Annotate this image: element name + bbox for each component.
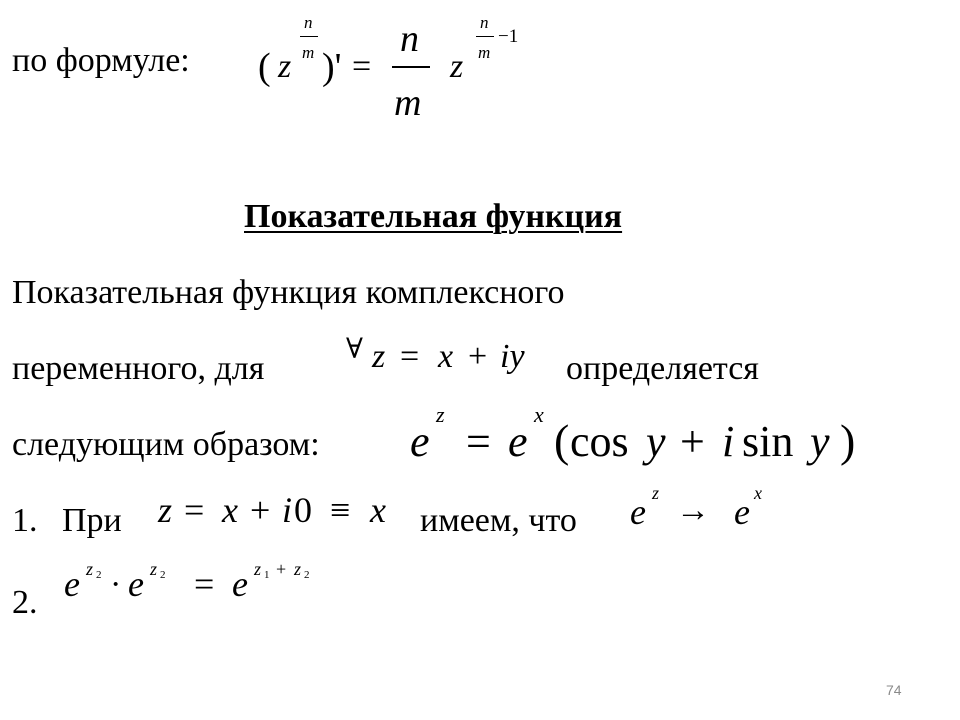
prod-exp-z-3: z <box>254 559 262 579</box>
euler-e-right: e <box>508 417 528 466</box>
prod-equals: = <box>194 564 215 604</box>
result-exp-x: x <box>754 483 762 503</box>
prod-exp-sub-2: 2 <box>160 569 166 581</box>
prod-exp-sub-3: 1 <box>264 569 270 581</box>
euler-exp-z: z <box>436 402 445 427</box>
paragraph-line-1: Показательная функция комплексного <box>12 274 565 311</box>
rhs-exp-minus-one: −1 <box>498 26 519 47</box>
prod-exp-sub-1: 2 <box>96 569 102 581</box>
prod-e-2: e <box>128 564 144 604</box>
forall-z: z <box>372 338 386 375</box>
result-arrow: → <box>676 492 710 529</box>
lhs-exp-den: m <box>302 43 315 62</box>
coef-denominator: m <box>394 82 422 124</box>
prod-exp-sub-4: 2 <box>304 569 310 581</box>
section-heading: Показательная функция <box>244 198 623 235</box>
lhs-base: z <box>278 48 292 85</box>
lhs-open-paren: ( <box>258 46 271 88</box>
prod-dot: · <box>110 566 122 603</box>
prod-exp-z-2: z <box>150 559 158 579</box>
paragraph-line-3-start: следующим образом: <box>12 426 320 463</box>
euler-y-1: y <box>646 417 666 466</box>
lhs-close-prime: )' <box>322 46 342 88</box>
euler-exp-x: x <box>534 402 544 427</box>
euler-cos: cos <box>570 417 629 466</box>
rhs-exp-den: m <box>478 43 491 62</box>
lhs-exp-bar <box>300 36 318 37</box>
cond-zero: 0 <box>294 490 312 530</box>
rhs-exp-num: n <box>480 13 489 32</box>
forall-equals: = <box>400 338 420 375</box>
result-e-right: e <box>734 492 750 532</box>
euler-i: i <box>722 417 735 466</box>
item-1-mid-text: имеем, что <box>420 502 577 539</box>
forall-symbol: ∀ <box>346 334 363 365</box>
rhs-base: z <box>450 48 464 85</box>
formula-intro-label: по формуле: <box>12 42 190 79</box>
forall-plus: + <box>468 338 488 375</box>
cond-i: i <box>282 490 293 530</box>
euler-plus: + <box>680 417 705 466</box>
cond-plus: + <box>250 490 271 530</box>
prod-exp-z-4: z <box>294 559 302 579</box>
paragraph-line-2-end: определяется <box>566 350 759 387</box>
euler-y-2: y <box>810 417 830 466</box>
cond-z: z <box>158 490 173 530</box>
prod-e-1: e <box>64 564 80 604</box>
forall-x: x <box>438 338 454 375</box>
euler-close-paren: ) <box>840 415 856 466</box>
prod-exp-plus: + <box>276 559 287 579</box>
euler-equals: = <box>466 417 491 466</box>
euler-open-paren: ( <box>554 415 570 466</box>
cond-equals: = <box>184 490 205 530</box>
prod-e-3: e <box>232 564 248 604</box>
rhs-exp-bar <box>476 36 494 37</box>
result-exp-z: z <box>652 483 660 503</box>
cond-x: x <box>222 490 238 530</box>
item-1-number: 1. <box>12 502 38 539</box>
euler-sin: sin <box>742 417 794 466</box>
item-2-number: 2. <box>12 584 38 621</box>
page-number: 74 <box>886 682 902 698</box>
cond-x-2: x <box>370 490 386 530</box>
paragraph-line-2-start: переменного, для <box>12 350 265 387</box>
result-e-left: e <box>630 492 646 532</box>
forall-iy: iy <box>500 338 525 375</box>
prod-exp-z-1: z <box>86 559 94 579</box>
cond-equiv: ≡ <box>330 490 351 530</box>
lhs-exp-num: n <box>304 13 313 32</box>
item-1-word: При <box>62 502 122 539</box>
coef-fraction-bar <box>392 66 430 68</box>
equals-sign: = <box>352 48 372 85</box>
euler-e-left: e <box>410 417 430 466</box>
coef-numerator: n <box>400 18 419 60</box>
